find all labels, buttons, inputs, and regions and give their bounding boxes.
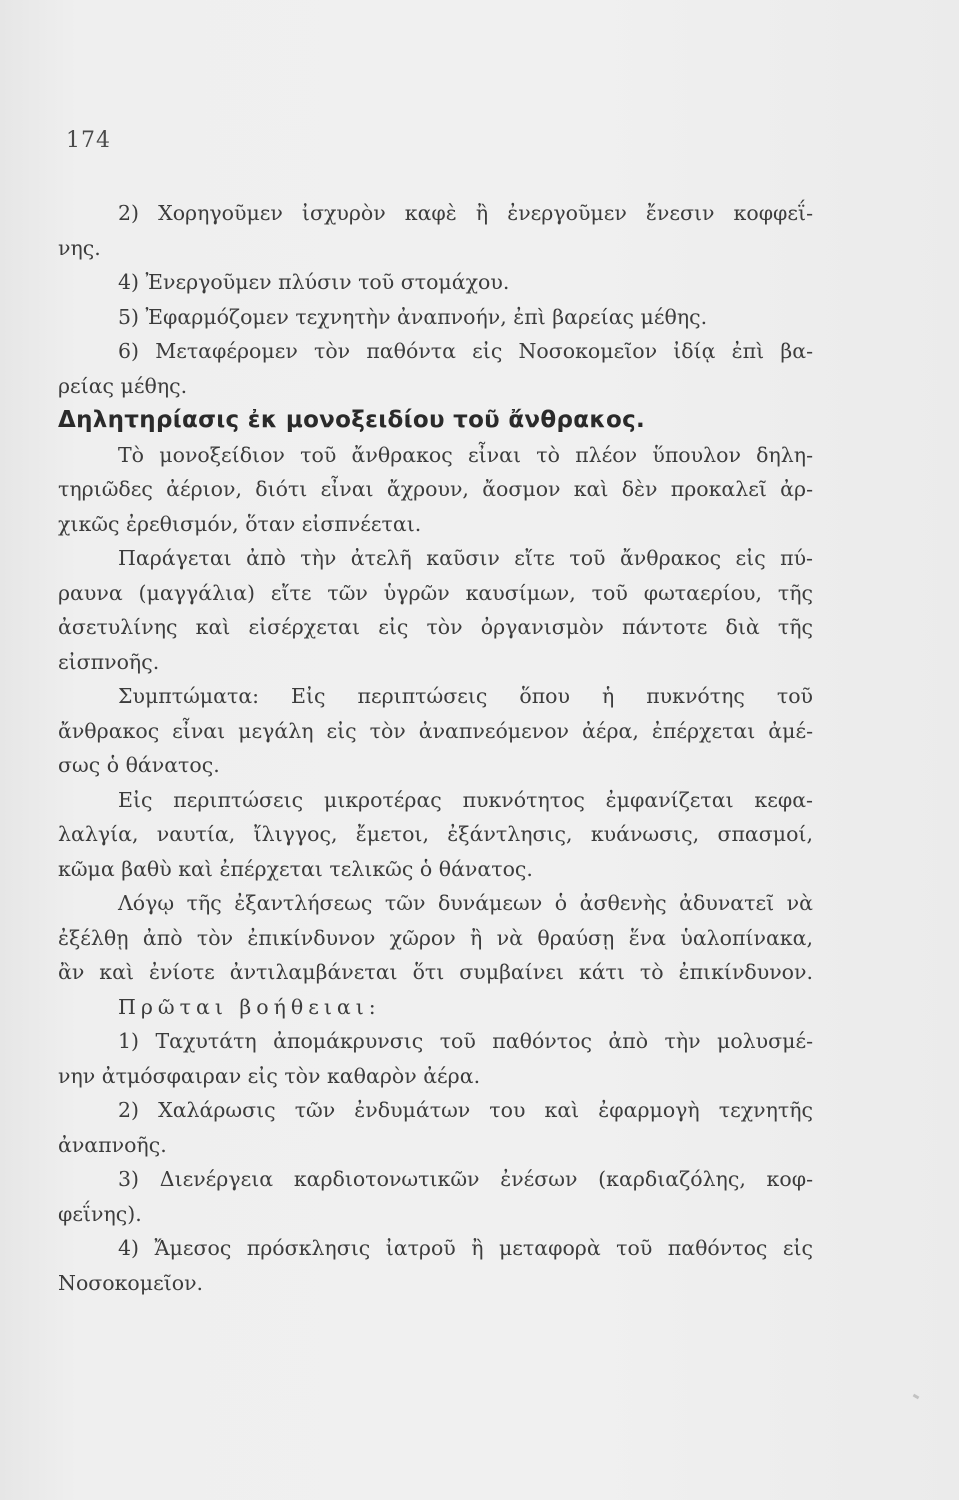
- subsection-label: Πρῶται βοήθειαι:: [118, 994, 381, 1019]
- text-line: ἂν καὶ ἐνίοτε ἀντιλαμβάνεται ὅτι συμβαίνει κάτι τὸ ἐπικίνδυνον.: [58, 960, 813, 984]
- page-text: [58, 196, 813, 1300]
- text-line: ἄνθρακος εἶναι μεγάλη εἰς τὸν ἀναπνεόμενον ἀέρα, ἐπέρχεται ἀμέ-: [58, 718, 813, 743]
- page-number: 174: [66, 128, 111, 153]
- text-line: ἀναπνοῆς.: [58, 1132, 167, 1157]
- text-line: Νοσοκομεῖον.: [58, 1270, 204, 1295]
- text-line: Εἰς περιπτώσεις μικροτέρας πυκνότητος ἐμφανίζεται κεφα-: [118, 787, 813, 812]
- text-line: ρείας μέθης.: [58, 373, 188, 398]
- paper-mark: [913, 1394, 920, 1400]
- text-line: κῶμα βαθὺ καὶ ἐπέρχεται τελικῶς ὁ θάνατος.: [58, 856, 533, 881]
- text-line: Λόγῳ τῆς ἐξαντλήσεως τῶν δυνάμεων ὁ ἀσθενὴς ἀδυνατεῖ νὰ: [118, 891, 813, 915]
- text-line: ἀσετυλίνης καὶ εἰσέρχεται εἰς τὸν ὀργανισμὸν πάντοτε διὰ τῆς: [58, 615, 813, 639]
- text-line: νην ἀτμόσφαιραν εἰς τὸν καθαρὸν ἀέρα.: [58, 1063, 481, 1088]
- text-line: 4) Ἐνεργοῦμεν πλύσιν τοῦ στομάχου.: [118, 270, 510, 294]
- text-line: 3) Διενέργεια καρδιοτονωτικῶν ἐνέσων (καρδιαζόλης, κοφ-: [118, 1167, 813, 1191]
- text-line: σως ὁ θάνατος.: [58, 753, 220, 777]
- text-line: 1) Ταχυτάτη ἀπομάκρυνσις τοῦ παθόντος ἀπὸ τὴν μολυσμέ-: [118, 1029, 813, 1053]
- text-line: εἰσπνοῆς.: [58, 649, 160, 674]
- text-line: ἐξέλθῃ ἀπὸ τὸν ἐπικίνδυνον χῶρον ἢ νὰ θραύσῃ ἕνα ὑαλοπίνακα,: [58, 925, 813, 950]
- text-line: 2) Χορηγοῦμεν ἰσχυρὸν καφὲ ἢ ἐνεργοῦμεν ἔνεσιν κοφφεΐ-: [118, 201, 813, 225]
- text-line: Τὸ μονοξείδιον τοῦ ἄνθρακος εἶναι τὸ πλέον ὕπουλον δηλη-: [118, 442, 813, 467]
- text-line: Παράγεται ἀπὸ τὴν ἀτελῆ καῦσιν εἴτε τοῦ ἄνθρακος εἰς πύ-: [118, 546, 813, 570]
- text-line: φεΐνης).: [58, 1201, 142, 1226]
- text-line: χικῶς ἐρεθισμόν, ὅταν εἰσπνέεται.: [58, 511, 422, 536]
- text-line: λαλγία, ναυτία, ἴλιγγος, ἔμετοι, ἐξάντλησις, κυάνωσις, σπασμοί,: [58, 822, 813, 846]
- text-line: 4) Ἄμεσος πρόσκλησις ἰατροῦ ἢ μεταφορὰ τοῦ παθόντος εἰς: [118, 1236, 813, 1260]
- text-line: ραυνα (μαγγάλια) εἴτε τῶν ὑγρῶν καυσίμων, τοῦ φωταερίου, τῆς: [58, 580, 813, 605]
- text-line: νης.: [58, 235, 101, 260]
- text-line: 6) Μεταφέρομεν τὸν παθόντα εἰς Νοσοκομεῖον ἰδίᾳ ἐπὶ βα-: [118, 339, 813, 363]
- section-heading: Δηλητηρίασις ἐκ μονοξειδίου τοῦ ἄνθρακος.: [58, 407, 646, 433]
- text-line: 2) Χαλάρωσις τῶν ἐνδυμάτων του καὶ ἐφαρμογὴ τεχνητῆς: [118, 1098, 813, 1122]
- text-line: Συμπτώματα: Εἰς περιπτώσεις ὅπου ἡ πυκνότης τοῦ: [118, 684, 813, 708]
- text-line: 5) Ἐφαρμόζομεν τεχνητὴν ἀναπνοήν, ἐπὶ βαρείας μέθης.: [118, 304, 708, 329]
- text-line: τηριῶδες ἀέριον, διότι εἶναι ἄχρουν, ἄοσμον καὶ δὲν προκαλεῖ ἀρ-: [58, 477, 813, 501]
